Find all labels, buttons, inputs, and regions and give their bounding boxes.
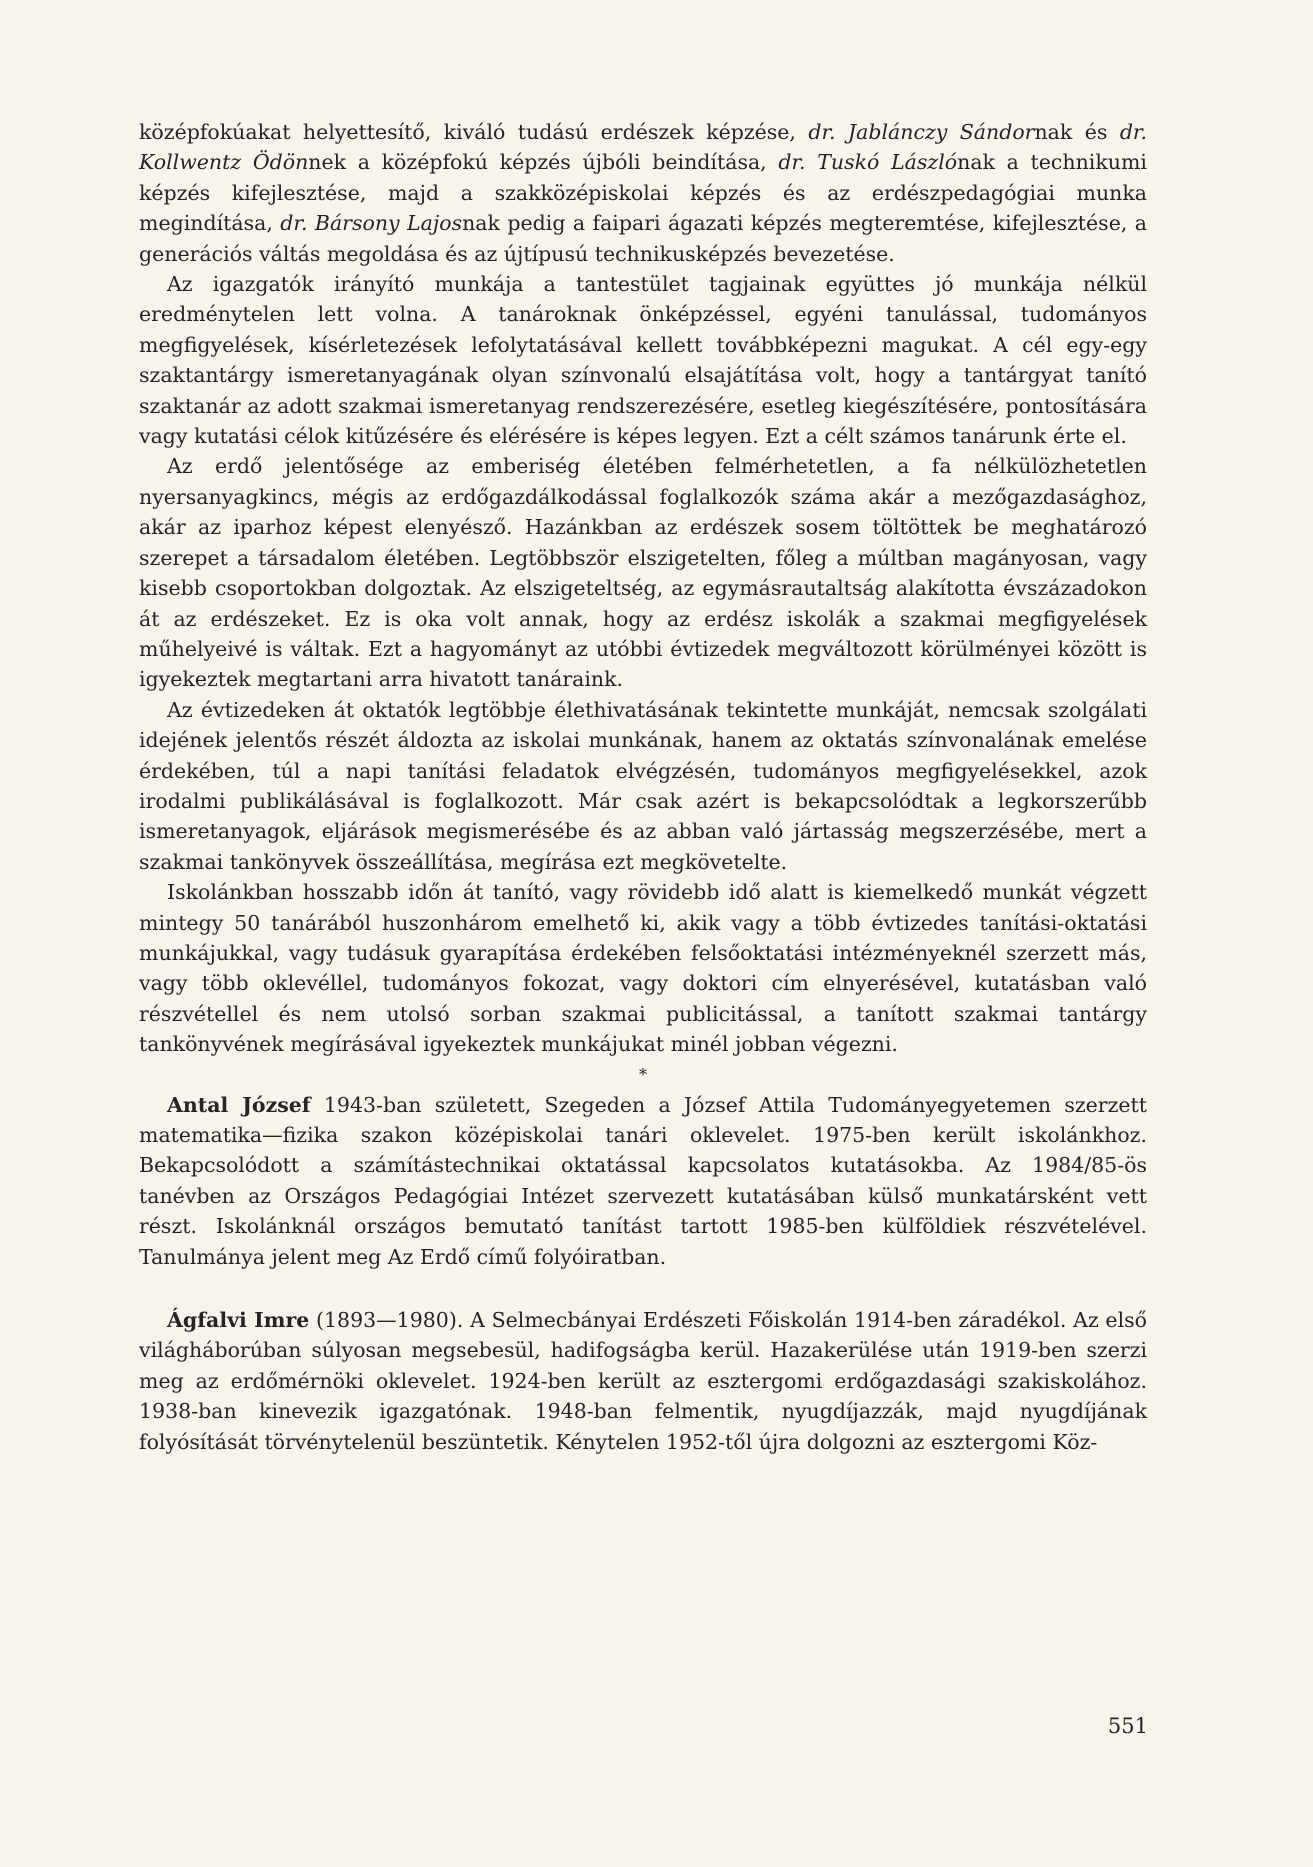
page-number: 551 [1107, 1714, 1148, 1738]
entry-agfalvi-imre [139, 1305, 1147, 1457]
body-text [139, 117, 1147, 1457]
text-run: középfokúakat helyettesítő, kiváló tudású erdészek képzése, [139, 120, 809, 144]
person-name-barsony: dr. Bársony Lajos [280, 211, 463, 236]
paragraph-4: Az évtizedeken át oktatók legtöbbje élethivatásának tekintette munkáját, nemcsak szolgálati idejének jelentős részét áldozta az iskolai munkának, hanem az oktatás színvonalának emelése érdekében, túl a napi tanítási feladatok elvégzésén, tudományos megfigyelésekkel, azok irodalmi publikálásával is foglalkozott. Már csak azért is bekapcsolódtak a legkorszerűbb ismeretanyagok, eljárások megismerésébe és az abban való jártasság megszerzésébe, mert a szakmai tankönyvek összeállítása, megírása ezt megkövetelte. [139, 697, 1147, 874]
entry-antal-jozsef [139, 1090, 1147, 1272]
paragraph-2: Az igazgatók irányító munkája a tantestület tagjainak együttes jó munkája nélkül eredménytelen lett volna. A tanároknak önképzéssel, egyéni tanulással, tudományos megfigyelések, kísérletezések lefolytatásával kellett továbbképezni magukat. A cél egy-egy szaktantárgy ismeretanyagának olyan színvonalú elsajátítása volt, hogy a tantárgyat tanító szaktanár az adott szakmai ismeretanyag rendszerezésére, esetleg kiegészítésére, pontosítására vagy kutatási célok kitűzésére és elérésére is képes legyen. Ezt a célt számos tanárunk érte el. [139, 272, 1147, 449]
text-run: nak pedig a faipari ágazati képzés megteremtése, kifejlesztése, a generációs váltás megoldása és az újtípusú technikusképzés bevezetése. [139, 211, 1147, 266]
entry-text: (1893—1980). A Selmecbányai Erdészeti Főiskolán 1914-ben záradékol. Az első világháborúban súlyosan megsebesül, hadifogságba kerül. Hazakerülése után 1919-ben szerzi meg az erdőmérnöki oklevelet. 1924-ben került az esztergomi erdőgazdasági szakiskolához. 1938-ban kinevezik igazgatónak. 1948-ban felmentik, nyugdíjazzák, majd nyugdíjának folyósítását törvénytelenül beszüntetik. Kénytelen 1952-től újra dolgozni az esztergomi Köz- [139, 1308, 1147, 1454]
paragraph-1 [139, 117, 1147, 269]
paragraph-3: Az erdő jelentősége az emberiség életében felmérhetetlen, a fa nélkülözhetetlen nyersanyagkincs, mégis az erdőgazdálkodással foglalkozók száma akár a mezőgazdasághoz, akár az iparhoz képest elenyésző. Hazánkban az erdészek sosem töltöttek be meghatározó szerepet a társadalom életében. Legtöbbször elszigetelten, főleg a múltban magányosan, vagy kisebb csoportokban dolgoztak. Az elszigeteltség, az egymásrautaltság alakította évszázadokon át az erdészeket. Ez is oka volt annak, hogy az erdész iskolák a szakmai megfigyelések műhelyeivé is váltak. Ezt a hagyományt az utóbbi évtizedek megváltozott körülményei között is igyekeztek megtartani arra hivatott tanáraink. [139, 454, 1147, 692]
section-separator: * [639, 1064, 647, 1084]
person-name-kollwentz: dr. Kollwentz Ödön [139, 120, 1147, 175]
entry-gap [139, 1272, 1147, 1305]
paragraph-5: Iskolánkban hosszabb időn át tanító, vagy rövidebb idő alatt is kiemelkedő munkát végzett mintegy 50 tanárából huszonhárom emelhető ki, akik vagy a több évtizedes tanítási-oktatási munkájukkal, vagy tudásuk gyarapítása érdekében felsőoktatási intézményeknél szerzett más, vagy több oklevéllel, tudományos fokozat, vagy doktori cím elnyerésével, kutatásban való részvétellel és nem utolsó sorban szakmai publicitással, a tanított szakmai tantárgy tankönyvének megírásával igyekeztek munkájukat minél jobban végezni. [139, 880, 1147, 1057]
entry-name: Antal József [167, 1092, 311, 1117]
text-run: nek a középfokú képzés újbóli beindítása, [308, 150, 779, 175]
person-name-tusko: dr. Tuskó László [778, 150, 958, 175]
text-run: nak a technikumi képzés kifejlesztése, majd a szakközépiskolai képzés és az erdészpedagógiai munka megindítása, [139, 150, 1147, 236]
entry-name: Ágfalvi Imre [167, 1308, 310, 1333]
person-name-jablanczy: dr. Jablánczy Sándor [808, 120, 1035, 144]
entry-text: 1943-ban született, Szegeden a József Attila Tudományegyetemen szerzett matematika—fizika szakon középiskolai tanári oklevelet. 1975-ben került iskolánkhoz. Bekapcsolódott a számítástechnikai oktatással kapcsolatos kutatásokba. Az 1984/85-ös tanévben az Országos Pedagógiai Intézet szervezett kutatásában külső munkatársként vett részt. Iskolánknál országos bemutató tanítást tartott 1985-ben külföldiek részvételével. Tanulmánya jelent meg Az Erdő című folyóiratban. [139, 1092, 1147, 1269]
text-run: nak és [1034, 120, 1120, 144]
